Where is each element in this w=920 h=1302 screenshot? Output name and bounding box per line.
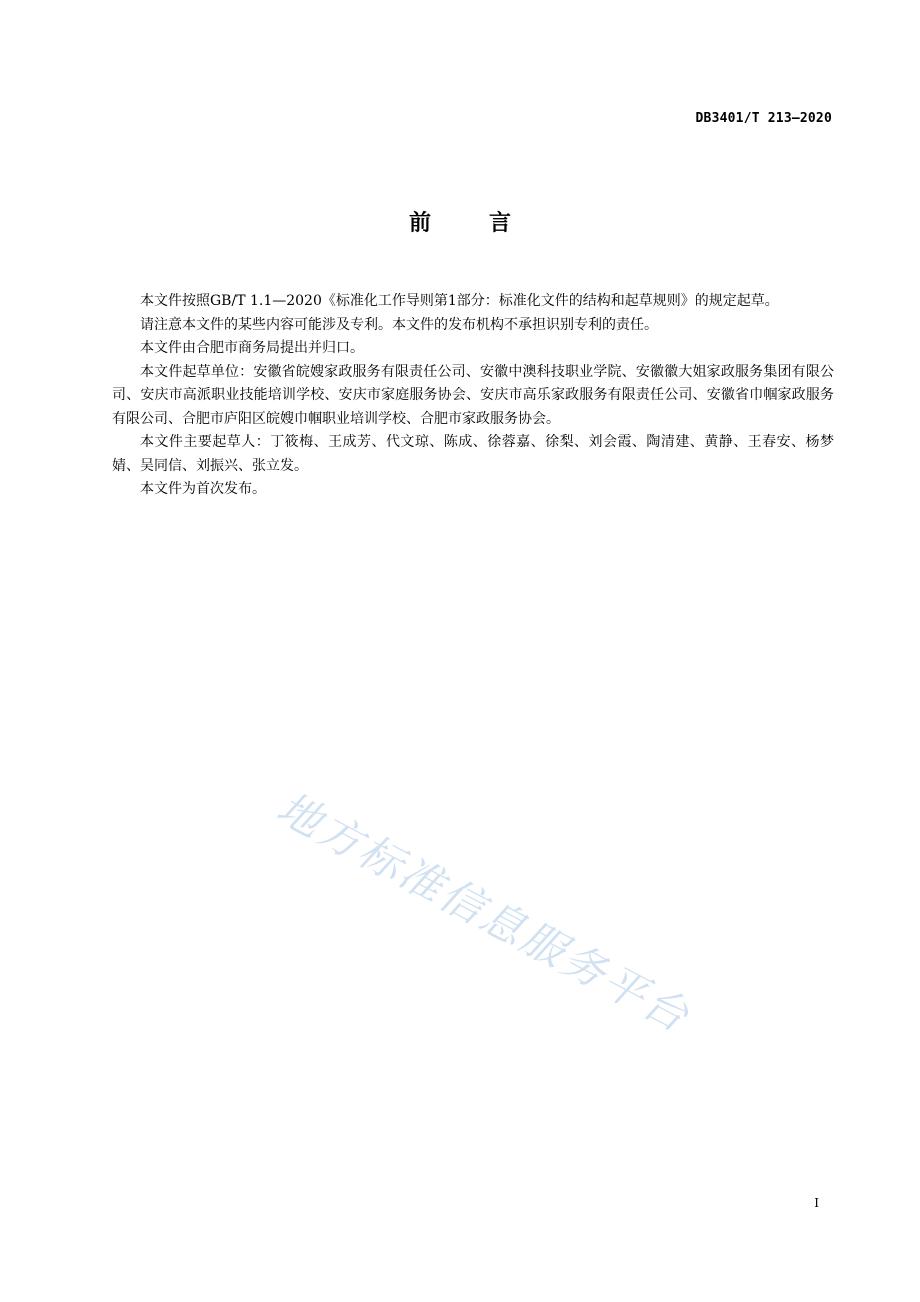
- page-title: 前 言: [408, 211, 529, 236]
- paragraph-drafters: 本文件主要起草人：丁筱梅、王成芳、代文琼、陈成、徐蓉嘉、徐梨、刘会霞、陶清建、黄静、王春安、杨梦婧、吴同信、刘振兴、张立发。: [112, 434, 834, 474]
- paragraph-drafting-rules: 本文件按照GB/T 1.1—2020《标准化工作导则第1部分：标准化文件的结构和起草规则》的规定起草。: [140, 293, 779, 309]
- paragraph-proposer: 本文件由合肥市商务局提出并归口。: [140, 340, 364, 356]
- paragraph-first-release: 本文件为首次发布。: [140, 481, 266, 497]
- foreword-body: [112, 290, 834, 502]
- standard-code: DB3401/T 213—2020: [695, 111, 832, 126]
- paragraph-patent-notice: 请注意本文件的某些内容可能涉及专利。本文件的发布机构不承担识别专利的责任。: [140, 316, 658, 333]
- paragraph-drafting-units: 本文件起草单位：安徽省皖嫂家政服务有限责任公司、安徽中澳科技职业学院、安徽徽大姐家政服务集团有限公司、安庆市高派职业技能培训学校、安庆市家庭服务协会、安庆市高乐家政服务有限责任公司、安徽省巾帼家政服务有限公司、合肥市庐阳区皖嫂巾帼职业培训学校、合肥市家政服务协会。: [112, 363, 834, 427]
- page-number: I: [814, 1196, 819, 1210]
- watermark: 地方标准信息服务平台: [268, 783, 699, 1044]
